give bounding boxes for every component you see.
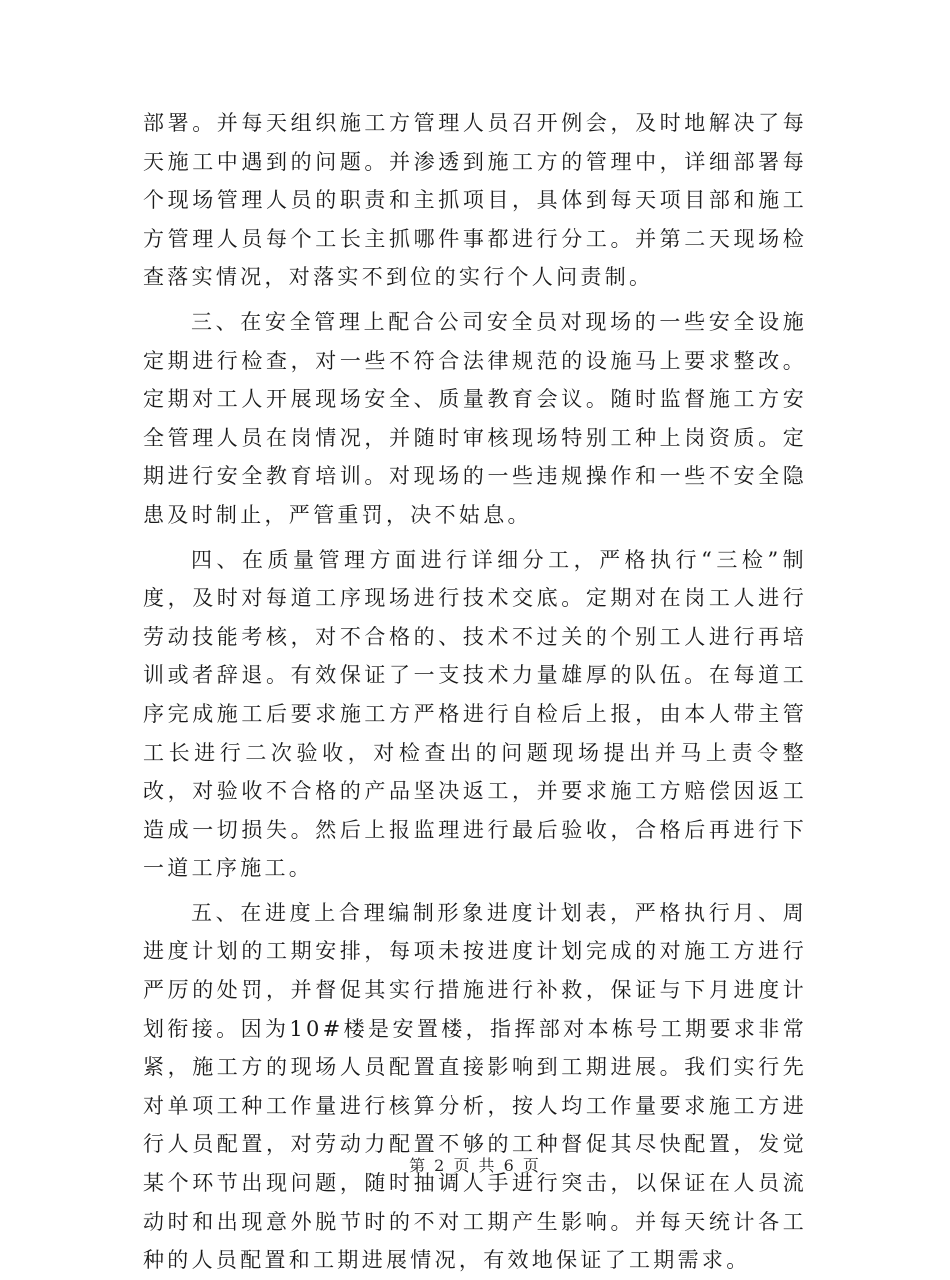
page-footer: 第 2 页 共 6 页 bbox=[409, 1156, 541, 1175]
document-body bbox=[143, 104, 807, 1280]
paragraph-safety-management: 三、在安全管理上配合公司安全员对现场的一些安全设施定期进行检查，对一些不符合法律规范的设施马上要求整改。定期对工人开展现场安全、质量教育会议。随时监督施工方安全管理人员在岗情况，并随时审核现场特别工种上岗资质。定期进行安全教育培训。对现场的一些违规操作和一些不安全隐患及时制止，严管重罚，决不姑息。 bbox=[143, 309, 807, 527]
paragraph-quality-management: 四、在质量管理方面进行详细分工，严格执行“三检”制度，及时对每道工序现场进行技术交底。定期对在岗工人进行劳动技能考核，对不合格的、技术不过关的个别工人进行再培训或者辞退。有效保证了一支技术力量雄厚的队伍。在每道工序完成施工后要求施工方严格进行自检后上报，由本人带主管工长进行二次验收，对检查出的问题现场提出并马上责令整改，对验收不合格的产品坚决返工，并要求施工方赔偿因返工造成一切损失。然后上报监理进行最后验收，合格后再进行下一道工序施工。 bbox=[143, 547, 807, 881]
paragraph-schedule-management: 五、在进度上合理编制形象进度计划表，严格执行月、周进度计划的工期安排，每项未按进度计划完成的对施工方进行严厉的处罚，并督促其实行措施进行补救，保证与下月进度计划衔接。因为10#楼是安置楼，指挥部对本栋号工期要求非常紧，施工方的现场人员配置直接影响到工期进展。我们实行先对单项工种工作量进行核算分析，按人均工作量要求施工方进行人员配置，对劳动力配置不够的工种督促其尽快配置，发觉某个环节出现问题，随时抽调人手进行突击，以保证在人员流动时和出现意外脱节时的不对工期产生影响。并每天统计各工种的人员配置和工期进展情况，有效地保证了工期需求。 bbox=[143, 900, 807, 1273]
paragraph-continuation: 部署。并每天组织施工方管理人员召开例会，及时地解决了每天施工中遇到的问题。并渗透到施工方的管理中，详细部署每个现场管理人员的职责和主抓项目，具体到每天项目部和施工方管理人员每个工长主抓哪件事都进行分工。并第二天现场检查落实情况，对落实不到位的实行个人问责制。 bbox=[143, 111, 807, 290]
